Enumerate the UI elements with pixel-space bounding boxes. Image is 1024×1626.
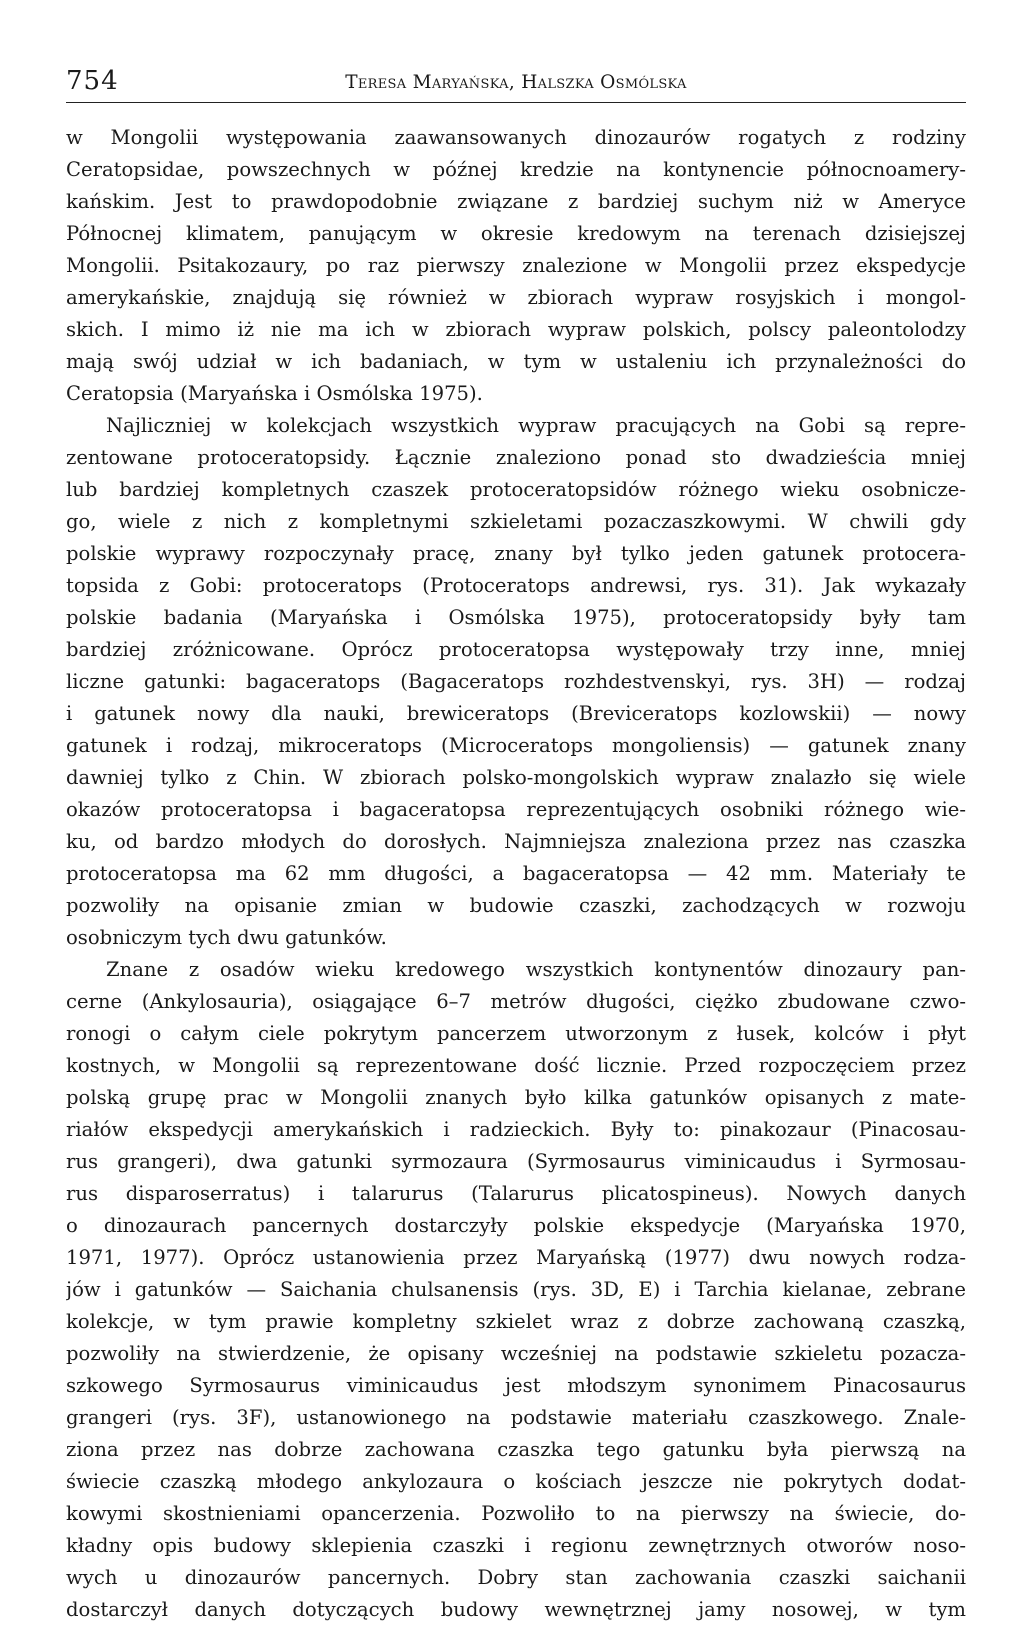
text-line: mają swój udział w ich badaniach, w tym w ustaleniu ich przynależności do (66, 350, 966, 373)
text-line: rus disparoserratus) i talarurus (Talarurus plicatospineus). Nowych danych (66, 1182, 966, 1205)
body-text (66, 122, 966, 1621)
text-line: amerykańskie, znajdują się również w zbiorach wypraw rosyjskich i mongol- (66, 286, 966, 309)
text-line: zentowane protoceratopsidy. Łącznie znaleziono ponad sto dwadzieścia mniej (66, 446, 966, 469)
page-number: 754 (66, 66, 119, 96)
text-line: 1971, 1977). Oprócz ustanowienia przez Maryańską (1977) dwu nowych rodza- (66, 1246, 966, 1269)
text-line: gatunek i rodzaj, mikroceratops (Microceratops mongoliensis) — gatunek znany (66, 734, 966, 757)
text-line: bardziej zróżnicowane. Oprócz protoceratopsa występowały trzy inne, mniej (66, 638, 966, 661)
text-line: polskie badania (Maryańska i Osmólska 1975), protoceratopsidy były tam (66, 606, 966, 629)
text-line: dawniej tylko z Chin. W zbiorach polsko-mongolskich wypraw znalazło się wiele (66, 766, 966, 789)
text-line: protoceratopsa ma 62 mm długości, a bagaceratopsa — 42 mm. Materiały te (66, 862, 966, 885)
text-line: Mongolii. Psitakozaury, po raz pierwszy znalezione w Mongolii przez ekspedycje (66, 254, 966, 277)
text-line: dostarczył danych dotyczących budowy wewnętrznej jamy nosowej, w tym (66, 1598, 966, 1621)
text-line: kładny opis budowy sklepienia czaszki i regionu zewnętrznych otworów noso- (66, 1534, 966, 1557)
text-line: i gatunek nowy dla nauki, brewiceratops (Breviceratops kozlowskii) — nowy (66, 702, 966, 725)
text-line: pozwoliły na opisanie zmian w budowie czaszki, zachodzących w rozwoju (66, 894, 966, 917)
text-line: w Mongolii występowania zaawansowanych dinozaurów rogatych z rodziny (66, 126, 966, 149)
text-line: Północnej klimatem, panującym w okresie kredowym na terenach dzisiejszej (66, 222, 966, 245)
text-line: rus grangeri), dwa gatunki syrmozaura (Syrmosaurus viminicaudus i Syrmosau- (66, 1150, 966, 1173)
text-line: Ceratopsidae, powszechnych w późnej kredzie na kontynencie północnoamery- (66, 158, 966, 181)
text-line: grangeri (rys. 3F), ustanowionego na podstawie materiału czaszkowego. Znale- (66, 1406, 966, 1429)
text-line: ronogi o całym ciele pokrytym pancerzem utworzonym z łusek, kolców i płyt (66, 1022, 966, 1045)
text-line: jów i gatunków — Saichania chulsanensis (rys. 3D, E) i Tarchia kielanae, zebrane (66, 1278, 966, 1301)
running-head: Teresa Maryańska, Halszka Osmólska (345, 72, 687, 93)
text-line: wych u dinozaurów pancernych. Dobry stan zachowania czaszki saichanii (66, 1566, 966, 1589)
text-line: ku, od bardzo młodych do dorosłych. Najmniejsza znaleziona przez nas czaszka (66, 830, 966, 853)
text-line: pozwoliły na stwierdzenie, że opisany wcześniej na podstawie szkieletu pozacza- (66, 1342, 966, 1365)
text-line: topsida z Gobi: protoceratops (Protoceratops andrewsi, rys. 31). Jak wykazały (66, 574, 966, 597)
text-line: świecie czaszką młodego ankylozaura o kościach jeszcze nie pokrytych dodat- (66, 1470, 966, 1493)
text-line: lub bardziej kompletnych czaszek protoceratopsidów różnego wieku osobnicze- (66, 478, 966, 501)
text-line: o dinozaurach pancernych dostarczyły polskie ekspedycje (Maryańska 1970, (66, 1214, 966, 1237)
text-line: kolekcje, w tym prawie kompletny szkielet wraz z dobrze zachowaną czaszką, (66, 1310, 966, 1333)
text-line: Ceratopsia (Maryańska i Osmólska 1975). (66, 382, 483, 405)
text-line: okazów protoceratopsa i bagaceratopsa reprezentujących osobniki różnego wie- (66, 798, 966, 821)
text-line: liczne gatunki: bagaceratops (Bagaceratops rozhdestvenskyi, rys. 3H) — rodzaj (66, 670, 966, 693)
text-line: polską grupę prac w Mongolii znanych było kilka gatunków opisanych z mate- (66, 1086, 966, 1109)
text-line: osobniczym tych dwu gatunków. (66, 926, 387, 949)
page-header (66, 62, 966, 103)
text-line: riałów ekspedycji amerykańskich i radzieckich. Były to: pinakozaur (Pinacosau- (66, 1118, 966, 1141)
text-line: Najliczniej w kolekcjach wszystkich wypraw pracujących na Gobi są repre- (106, 414, 966, 437)
text-line: ziona przez nas dobrze zachowana czaszka tego gatunku była pierwszą na (66, 1438, 966, 1461)
text-line: polskie wyprawy rozpoczynały pracę, znany był tylko jeden gatunek protocera- (66, 542, 966, 565)
text-line: kostnych, w Mongolii są reprezentowane dość licznie. Przed rozpoczęciem przez (66, 1054, 966, 1077)
text-line: szkowego Syrmosaurus viminicaudus jest młodszym synonimem Pinacosaurus (66, 1374, 966, 1397)
text-line: skich. I mimo iż nie ma ich w zbiorach wypraw polskich, polscy paleontolodzy (66, 318, 966, 341)
text-line: Znane z osadów wieku kredowego wszystkich kontynentów dinozaury pan- (106, 958, 966, 981)
text-line: kańskim. Jest to prawdopodobnie związane z bardziej suchym niż w Ameryce (66, 190, 966, 213)
text-line: cerne (Ankylosauria), osiągające 6–7 metrów długości, ciężko zbudowane czwo- (66, 990, 966, 1013)
text-line: go, wiele z nich z kompletnymi szkieletami pozaczaszkowymi. W chwili gdy (66, 510, 966, 533)
text-line: kowymi skostnieniami opancerzenia. Pozwoliło to na pierwszy na świecie, do- (66, 1502, 966, 1525)
